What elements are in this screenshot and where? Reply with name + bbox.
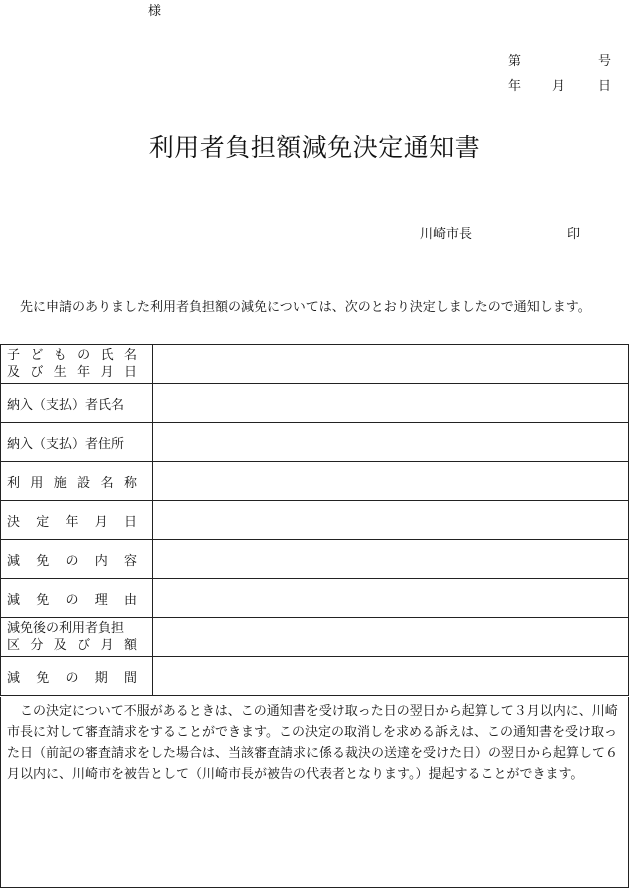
label-char: の	[77, 348, 91, 363]
label-char: 及	[53, 638, 67, 653]
table-row-reduction-period	[1, 657, 629, 696]
label-char: の	[65, 592, 79, 608]
label-char: 減	[7, 592, 21, 608]
label-char: 分	[30, 638, 44, 653]
label-reduction-reason	[1, 579, 153, 618]
label-child-name-birthdate	[1, 345, 153, 384]
label-char: 免	[36, 670, 50, 686]
label-char: 容	[123, 553, 137, 569]
value-decision-date[interactable]	[153, 501, 629, 540]
value-payer-name[interactable]	[153, 384, 629, 423]
date-month-label: 月	[552, 79, 566, 94]
intro-paragraph: 先に申請のありました利用者負担額の減免については、次のとおり決定しましたので通知します。	[20, 300, 591, 315]
label-line	[7, 472, 137, 491]
doc-number-prefix: 第	[508, 54, 522, 69]
label-char: 間	[123, 670, 137, 686]
table-row-child-name-birthdate	[1, 345, 629, 384]
label-facility-name	[1, 462, 153, 501]
label-char: ど	[30, 348, 44, 363]
label-char: 月	[100, 638, 114, 653]
label-char: 減	[7, 553, 21, 569]
table-row-decision-date	[1, 501, 629, 540]
label-char: 用	[30, 475, 44, 491]
label-char: 決	[7, 514, 21, 530]
label-char: 子	[7, 348, 21, 363]
label-char: び	[77, 638, 91, 653]
value-reduction-period[interactable]	[153, 657, 629, 696]
label-char: 称	[123, 475, 137, 491]
label-char: び	[30, 365, 44, 380]
table-row-payer-address	[1, 423, 629, 462]
value-payer-address[interactable]	[153, 423, 629, 462]
label-char: 定	[36, 514, 50, 530]
table-row-reduction-reason	[1, 579, 629, 618]
addressee-suffix: 様	[148, 4, 162, 19]
label-line	[7, 637, 137, 654]
label-char: 免	[36, 592, 50, 608]
label-char: 内	[94, 553, 108, 569]
label-char: 額	[123, 638, 137, 653]
label-decision-date	[1, 501, 153, 540]
label-post-reduction-burden	[1, 618, 153, 657]
label-char: 氏	[100, 348, 114, 363]
label-line	[7, 511, 137, 530]
decision-details-table	[0, 344, 629, 696]
label-char: 月	[94, 514, 108, 530]
label-char: も	[53, 348, 67, 363]
label-char: 日	[123, 514, 137, 530]
label-reduction-content	[1, 540, 153, 579]
label-char: 名	[123, 348, 137, 363]
label-char: 由	[123, 592, 137, 608]
label-char: 利	[7, 475, 21, 491]
table-row-post-reduction-burden	[1, 618, 629, 657]
label-char: 日	[123, 365, 137, 380]
label-char: 年	[77, 365, 91, 380]
label-char: 免	[36, 553, 50, 569]
value-child-name-birthdate[interactable]	[153, 345, 629, 384]
label-char: 減	[7, 670, 21, 686]
label-line	[7, 364, 137, 381]
label-line	[7, 347, 137, 364]
value-post-reduction-burden[interactable]	[153, 618, 629, 657]
label-char: 月	[100, 365, 114, 380]
label-line	[7, 589, 137, 608]
value-reduction-reason[interactable]	[153, 579, 629, 618]
seal-mark: 印	[567, 227, 581, 242]
document-title: 利用者負担額減免決定通知書	[148, 133, 481, 162]
table-row-payer-name	[1, 384, 629, 423]
label-reduction-period	[1, 657, 153, 696]
issuer-name: 川崎市長	[420, 227, 473, 242]
label-line: 減免後の利用者負担	[7, 621, 125, 636]
date-year-label: 年	[508, 79, 522, 94]
value-facility-name[interactable]	[153, 462, 629, 501]
value-reduction-content[interactable]	[153, 540, 629, 579]
label-char: 理	[94, 592, 108, 608]
label-char: 名	[100, 475, 114, 491]
appeal-notice-box	[0, 697, 629, 888]
label-line	[7, 667, 137, 686]
doc-number-suffix: 号	[598, 54, 612, 69]
label-char: 生	[53, 365, 67, 380]
label-char: 年	[65, 514, 79, 530]
table-row-reduction-content	[1, 540, 629, 579]
label-char: 及	[7, 365, 21, 380]
label-char: の	[65, 670, 79, 686]
table-row-facility-name	[1, 462, 629, 501]
label-payer-address: 納入（支払）者住所	[1, 423, 153, 462]
label-payer-name: 納入（支払）者氏名	[1, 384, 153, 423]
date-day-label: 日	[598, 79, 612, 94]
label-char: 施	[53, 475, 67, 491]
appeal-notice-text: この決定について不服があるときは、この通知書を受け取った日の翌日から起算して３月以内に、川崎市長に対して審査請求をすることができます。この決定の取消しを求める訴えは、この通知書を受け取った日（前記の審査請求をした場合は、当該審査請求に係る裁決の送達を受けた日）の翌日から起算して６月以内に、川崎市を被告として（川崎市長が被告の代表者となります。）提起することができます。	[7, 704, 619, 782]
label-char: 区	[7, 638, 21, 653]
label-line	[7, 550, 137, 569]
label-char: 設	[77, 475, 91, 491]
label-char: の	[65, 553, 79, 569]
label-char: 期	[94, 670, 108, 686]
